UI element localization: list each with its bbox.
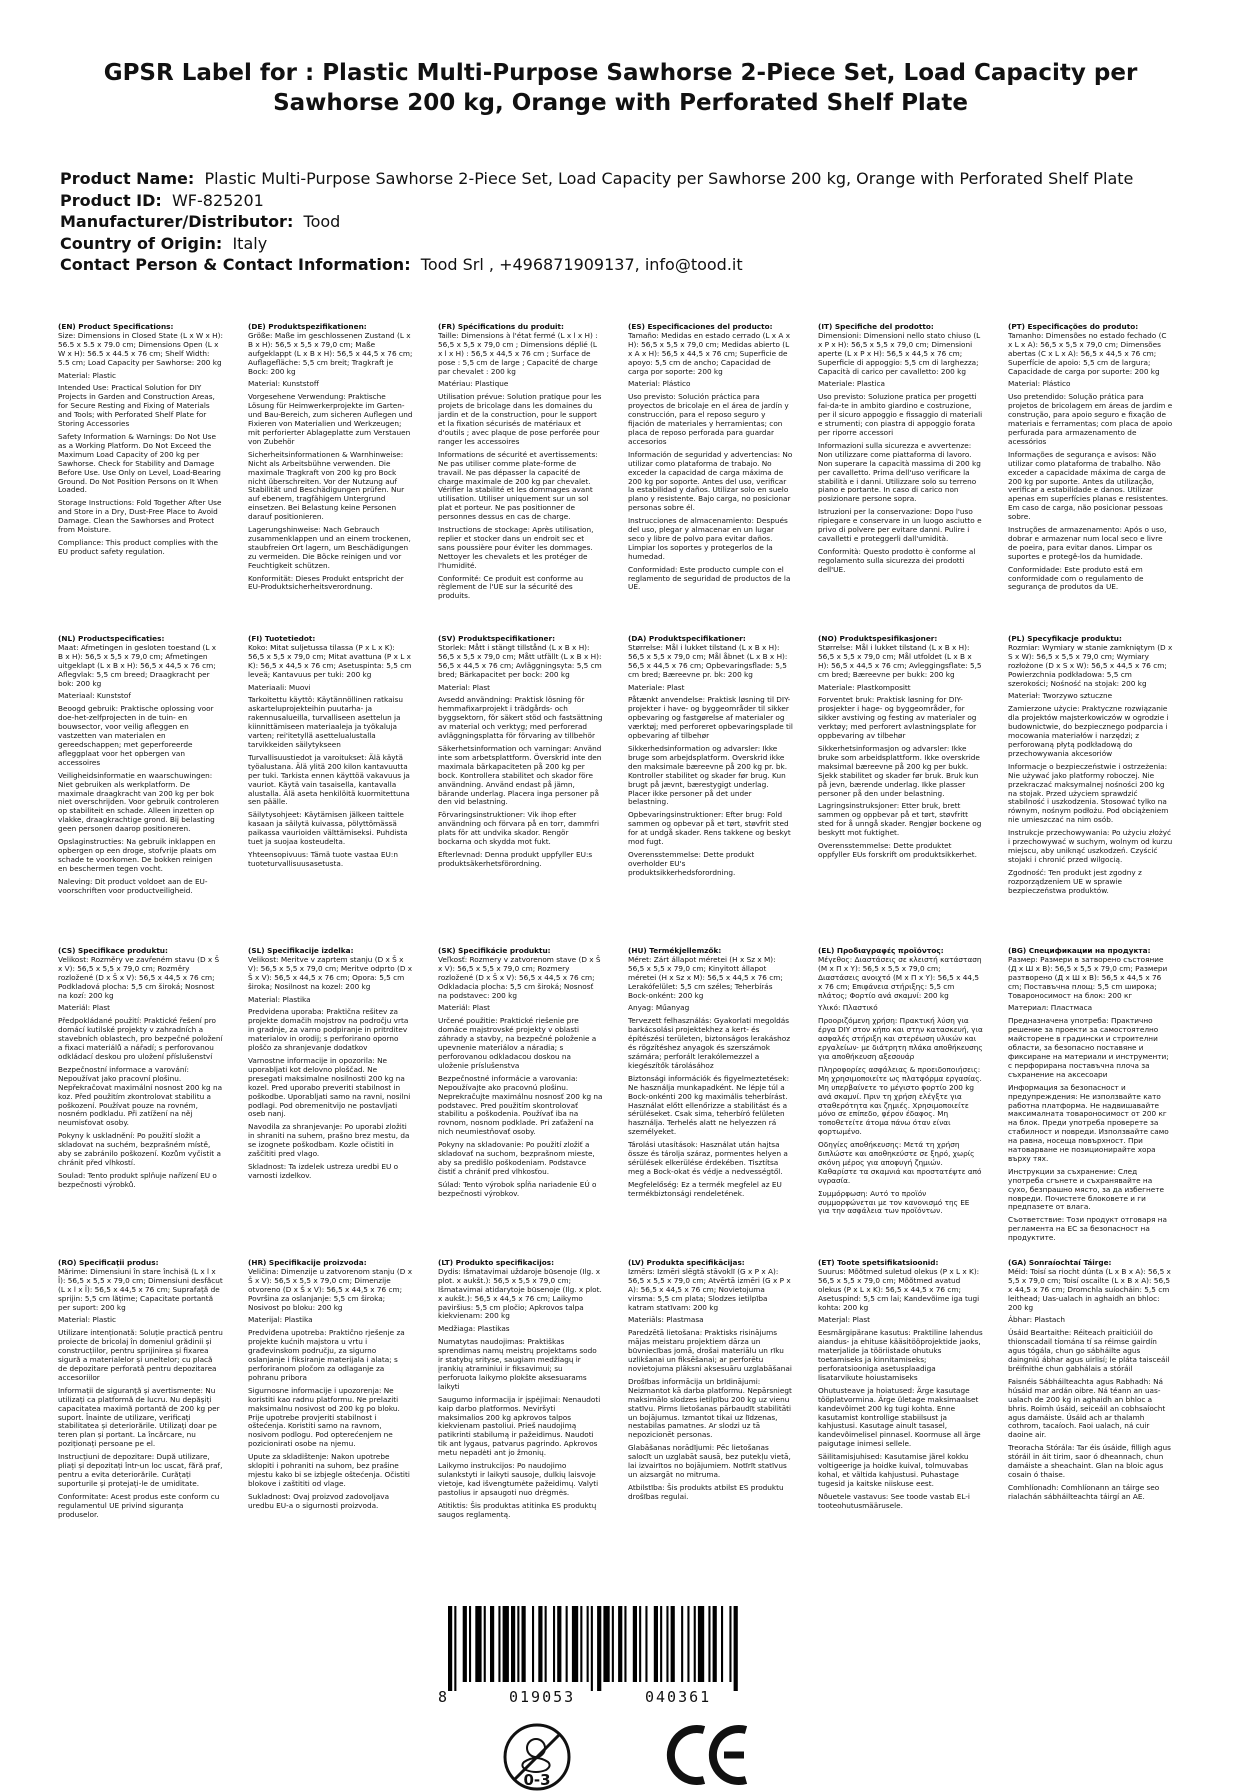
barcode-bar [624, 1606, 626, 1682]
language-paragraph: Saugumo informacija ir įspėjimai: Nenaudoti kaip darbo platformos. Neviršyti maksimalios 200 kg apkrovos talpos kiekvienam pastoliui. Prieš naudojimą patikrinti stabilumą ir pažeidimus. Naudoti tik ant lygaus, patvarus pagrindo. Apkrovos metu nepadėti ant jo žmonių. [438, 1394, 601, 1458]
language-paragraph: Material: Kunststoff [248, 379, 319, 389]
barcode-bar [597, 1606, 601, 1691]
barcode-bar [557, 1606, 561, 1682]
language-paragraph: Tamanho: Dimensões no estado fechado (C x L x A): 56,5 x 5,5 x 79,0 cm; Dimensões abertas (C x L x A): 56,5 x 44,5 x 76 cm; Superfície de apoio: 5,5 cm de largura; Capacidade de carga por suporte: 200 kg [1008, 330, 1167, 376]
barcode-bar [666, 1606, 668, 1682]
language-paragraph: Materiál: Plast [58, 1003, 110, 1013]
language-paragraph: Säilitamisjuhised: Kasutamise järel kokku voltigeerige ja hoidke kuival, tolmuvabas kohal, et vältida kahjustusi. Puhastage tugesid ja kaitske niiskuse eest. [818, 1452, 969, 1488]
language-block [438, 635, 603, 935]
language-paragraph: Conformitate: Acest produs este conform cu regulamentul UE privind siguranța produselor. [58, 1491, 220, 1519]
language-block [248, 947, 413, 1247]
language-paragraph: Atbilstība: Šis produkts atbilst ES produktu drošības regulai. [628, 1482, 784, 1501]
language-paragraph: Veľkosť: Rozmery v zatvorenom stave (D x Š x V): 56,5 x 5,5 x 79,0 cm; Rozmery rozložené (D x Š x V): 56,5 x 44,5 x 76 cm; Odkladacia plocha: 5,5 cm široká; Nosnosť na podstavec: 200 kg [438, 954, 601, 1000]
language-paragraph: Οδηγίες αποθήκευσης: Μετά τη χρήση διπλώστε και αποθηκεύστε σε ξηρό, χωρίς σκόνη μέρος για αποφυγή ζημιών. Καθαρίστε τα σκαμνιά και προστατέψτε από υγρασία. [818, 1140, 982, 1185]
language-paragraph: Instruções de armazenamento: Após o uso, dobrar e armazenar num local seco e livre de poeira, para evitar danos. Limpar os suportes e protegê-los da humidade. [1008, 525, 1167, 561]
language-paragraph: Sikkerhetsinformasjon og advarsler: Ikke bruke som arbeidsplattform. Ikke overskride maksimal bæreevne på 200 kg per bukk. Sjekk stabilitet og skader før bruk. Bruk kun på jevn, bærende underlag. Ikke plasser personer på den under belastning. [818, 743, 980, 798]
language-heading: (CS) Specifikace produktu: [58, 947, 168, 955]
language-paragraph: Bezpečnostní informace a varování: Nepoužívat jako pracovní plošinu. Nepřekračovat maximální nosnost 200 kg na koz. Před použitím zkontrolovat stabilitu a poškození. Používat pouze na rovném, nosném podkladu. Při zatížení na něj neumisťovat osoby. [58, 1064, 223, 1128]
language-paragraph: Istruzioni per la conservazione: Dopo l'uso ripiegare e conservare in un luogo asciutto e privo di polvere per evitare danni. Pulire i cavalletti e proteggerli dall'umidità. [818, 507, 982, 543]
barcode-bar [708, 1606, 710, 1682]
info-value: Italy [232, 233, 268, 253]
language-block [628, 635, 793, 935]
barcode-bar [517, 1606, 519, 1682]
manufacturer-row [60, 211, 1210, 233]
language-paragraph: Megfelelőség: Ez a termék megfelel az EU termékbiztonsági rendeletének. [628, 1179, 782, 1198]
language-paragraph: Informații de siguranță și avertismente: Nu utilizați ca platformă de lucru. Nu depășiți capacitatea maximă portantă de 200 kg per suport. Înainte de utilizare, verificați stabilitatea și deteriorările. Utilizați doar pe teren plan și portant. La încărcare, nu poziționați persoane pe el. [58, 1385, 220, 1449]
language-paragraph: Lagringsinstruksjoner: Etter bruk, brett sammen og oppbevar på et tørt, støvfritt sted for å unngå skader. Rengjør bockene og beskytt mot fuktighet. [818, 801, 982, 838]
language-paragraph: Atitiktis: Šis produktas atitinka ES produktų saugos reglamentą. [438, 1500, 597, 1519]
barcode-lead-digit: 8 [438, 1688, 448, 1706]
language-paragraph: Informations de sécurité et avertissements: Ne pas utiliser comme plate-forme de travail. Ne pas dépasser la capacité de charge maximale de 200 kg par chevalet. Vérifier la stabilité et les dommages avant utilisation. Utiliser uniquement sur un sol plat et porteur. Ne pas positionner de personnes dessus en cas de charge. [438, 449, 598, 522]
language-grid [58, 323, 1180, 1565]
language-paragraph: Lagerungshinweise: Nach Gebrauch zusammenklappen und an einem trockenen, staubfreien Ort lagern, um Beschädigungen zu vermeiden. Die Böcke reinigen und vor Feuchtigkeit schützen. [248, 525, 411, 570]
language-block [58, 947, 223, 1247]
language-paragraph: Sicherheitsinformationen & Warnhinweise: Nicht als Arbeitsbühne verwenden. Die maximale Tragkraft von 200 kg pro Bock nicht überschreiten. Vor der Nutzung auf Stabilität und Beschädigungen prüfen. Nur auf ebenem, tragfähigem Untergrund einsetzen. Bei Belastung keine Personen darauf positionieren. [248, 449, 405, 522]
barcode-bar [654, 1606, 658, 1682]
language-paragraph: Material: Plast [438, 682, 490, 692]
language-heading: (GA) Sonraíochtaí Táirge: [1008, 1259, 1112, 1267]
language-paragraph: Naleving: Dit product voldoet aan de EU-voorschriften voor productveiligheid. [58, 876, 208, 895]
language-paragraph: Съответствие: Този продукт отговаря на регламента на ЕС за безопасност на продуктите. [1008, 1215, 1168, 1243]
language-paragraph: Predviđena upotreba: Praktično rješenje za projekte kućnih majstora u vrtu i građevinskom području, za sigurno oslanjanje i fiksiranje materijala i alata; s perforiranom pločom za odlaganje za pohranu pribora [248, 1328, 405, 1382]
language-paragraph: Bezpečnostné informácie a varovania: Nepoužívajte ako pracovnú plošinu. Neprekračujte maximálnu nosnosť 200 kg na podstavec. Pred použitím skontrolovať stabilitu a poškodenia. Používať iba na rovnom, nosnom podklade. Pri zaťažení na nich neumiestňovať osoby. [438, 1073, 603, 1137]
language-paragraph: Intended Use: Practical Solution for DIY Projects in Garden and Construction Areas, for Secure Resting and Fixing of Materials and Tools; with Perforated Shelf Plate for Storing Accessories [58, 383, 215, 429]
product-id-row [60, 190, 1210, 212]
language-paragraph: Turvallisuustiedot ja varoitukset: Älä käytä työalustana. Älä ylitä 200 kilon kantavuutta per tuki. Tarkista ennen käyttöä vakavuus ja vauriot. Käytä vain tasaisella, kantavalla alustalla. Älä aseta henkilöitä kuormitettuna sen päälle. [248, 752, 410, 807]
language-paragraph: Compliance: This product complies with the EU product safety regulation. [58, 537, 219, 556]
language-paragraph: Ábhar: Plastach [1008, 1315, 1066, 1325]
barcode-bar [694, 1606, 696, 1682]
language-heading: (SK) Špecifikácie produktu: [438, 947, 551, 955]
barcode-bar [580, 1606, 582, 1682]
language-block [628, 1259, 793, 1559]
language-paragraph: Dimensioni: Dimensioni nello stato chiuso (L x P x H): 56,5 x 5,5 x 79,0 cm; Dimensioni aperte (L x P x H): 56,5 x 44,5 x 76 cm; Superficie di appoggio: 5,5 cm di larghezza; Capacità di carico per cavalletto: 200 kg [818, 330, 981, 376]
language-paragraph: Materiale: Plastica [818, 379, 885, 389]
language-paragraph: Opbevaringsinstruktioner: Efter brug: Fold sammen og opbevar på et tørt, støvfrit sted for at undgå skader. Rens takkene og beskyt mod fugt. [628, 810, 791, 847]
barcode-bar [503, 1606, 509, 1682]
language-paragraph: Sukladnost: Ovaj proizvod zadovoljava uredbu EU-a o sigurnosti proizvoda. [248, 1491, 390, 1510]
language-heading: (HU) Termékjellemzők: [628, 947, 722, 955]
language-paragraph: Instrucțiuni de depozitare: După utilizare, pliați și depozitați într-un loc uscat, fără praf, pentru a evita deteriorările. Curățați suporturile și protejați-le de umiditate. [58, 1452, 223, 1488]
language-paragraph: Μέγεθος: Διαστάσεις σε κλειστή κατάσταση (Μ x Π x Υ): 56,5 x 5,5 x 79,0 cm; Διαστάσεις ανοιχτό (Μ x Π x Υ): 56,5 x 44,5 x 76 cm; Επιφάνεια στήριξης: 5,5 cm πλάτος; Φορτίο ανά σκαμνί: 200 kg [818, 954, 982, 1000]
language-heading: (LV) Produkta specifikācijas: [628, 1259, 745, 1267]
language-paragraph: Zgodność: Ten produkt jest zgodny z rozporządzeniem UE w sprawie bezpieczeństwa produktów. [1008, 867, 1142, 895]
language-heading: (SL) Specifikacije izdelka: [248, 947, 354, 955]
language-paragraph: Taille: Dimensions à l'état fermé (L x l x H) : 56,5 x 5,5 x 79,0 cm ; Dimensions déplié (L x l x H) : 56,5 x 44,5 x 76 cm ; Surface de pose : 5,5 cm de large ; Capacité de charge par chevalet : 200 kg [438, 330, 598, 376]
language-block [58, 635, 223, 935]
barcode-bar [687, 1606, 689, 1682]
barcode-bar [454, 1606, 456, 1691]
language-heading: (NL) Productspecificaties: [58, 635, 165, 643]
language-paragraph: Vorgesehene Verwendung: Praktische Lösung für Heimwerkerprojekte im Garten- und Bau-Bereich, zum sicheren Auflegen und Fixieren von Materialien und Werkzeugen; mit perforierter Ablageplatte zum Verstauen von Zubehör [248, 392, 413, 446]
language-block [248, 1259, 413, 1559]
language-paragraph: Faisnéis Sábháilteachta agus Rabhadh: Ná húsáid mar ardán oibre. Ná téann an uas-ualach de 200 kg in aghaidh an bhloc a bhris. Roimh úsáid, seiceáil an cobhsaíocht agus damáiste. Úsáid ach ar thalamh cothrom, tacaíoch. Faoi ualach, ná cuir daoine air. [1008, 1376, 1166, 1440]
language-paragraph: Información de seguridad y advertencias: No utilizar como plataforma de trabajo. No exceder la capacidad de carga máxima de 200 kg por soporte. Antes del uso, verificar la estabilidad y daños. Utilizar solo en suelo plano y resistente. Bajo carga, no posicionar personas sobre él. [628, 449, 793, 513]
barcode-bar [633, 1606, 637, 1682]
language-paragraph: Drošības informācija un brīdinājumi: Neizmantot kā darba platformu. Nepārsniegt maksimālo slodzes ietilpību 200 kg uz vienu statīvu. Pirms lietošanas pārbaudīt stabilitāti un bojājumus. Izmantot tikai uz līdzenas, nestabilas pamatnes. Ar slodzi uz tā nepozicionēt personas. [628, 1376, 792, 1440]
language-paragraph: Materjal: Plast [818, 1315, 870, 1325]
barcode-bar [532, 1606, 534, 1682]
barcode-bar [698, 1606, 704, 1682]
language-paragraph: Tárolási utasítások: Használat után hajtsa össze és tárolja száraz, pormentes helyen a sérülések elkerülése érdekében. Tisztítsa meg a Bock-okat és védje a nedvességtől. [628, 1140, 788, 1176]
language-heading: (ES) Especificaciones del producto: [628, 323, 773, 331]
language-paragraph: Soulad: Tento produkt splňuje nařízení EU o bezpečnosti výrobků. [58, 1170, 217, 1189]
barcode-bar [639, 1606, 641, 1682]
barcode-bar [498, 1606, 500, 1682]
language-heading: (RO) Specificații produs: [58, 1259, 159, 1267]
language-paragraph: Dydis: Išmatavimai uždaroje būsenoje (Ilg. x plot. x aukšt.): 56,5 x 5,5 x 79,0 cm; Išmatavimai atidarytoje būsenoje (Ilg. x plot. x aukšt.): 56,5 x 44,5 x 76 cm; Laikymo paviršius: 5,5 cm pločio; Apkrovos talpa kiekvienam: 200 kg [438, 1266, 602, 1321]
product-name-row [60, 168, 1210, 190]
language-paragraph: Material: Plástico [1008, 379, 1071, 389]
language-paragraph: Overensstemmelse: Dette produkt overholder EU's produktsikkerhedsforordning. [628, 849, 755, 877]
language-paragraph: Påtænkt anvendelse: Praktisk løsning til DIY-projekter i have- og byggeområder til sikker opbevaring og fastgørelse af materialer og værktøj; med perforeret opbevaringsplade til opbevaring af tilbehør [628, 695, 793, 741]
language-heading: (BG) Спецификации на продукта: [1008, 947, 1151, 955]
ce-mark-icon [666, 1724, 752, 1786]
language-paragraph: Säkerhetsinformation och varningar: Använd inte som arbetsplattform. Överskrid inte den maximala bärkapaciteten på 200 kg per bock. Kontrollera stabilitet och skador före användning. Använd endast på jämn, bärande underlag. Placera inga personer på den vid belastning. [438, 743, 602, 807]
language-paragraph: Méid: Toisí sa riocht dúnta (L x B x A): 56,5 x 5,5 x 79,0 cm; Toisí oscailte (L x B x A): 56,5 x 44,5 x 76 cm; Dromchla suíocháin: 5,5 cm leithead; Uas-ualach in aghaidh an bhloc: 200 kg [1008, 1266, 1171, 1312]
language-paragraph: Størrelse: Mål i lukket tilstand (L x B x H): 56,5 x 5,5 x 79,0 cm; Mål åbnet (L x B x H): 56,5 x 44,5 x 76 cm; Opbevaringsflade: 5,5 cm bred; Bæreevne pr. bk: 200 kg [628, 642, 788, 679]
language-paragraph: Förvaringsinstruktioner: Vik ihop efter användning och förvara på en torr, dammfri plats för att undvika skador. Rengör bockarna och skydda mot fukt. [438, 810, 600, 847]
language-paragraph: Nõuetele vastavus: See toode vastab EL-i tooteohutusmäärusele. [818, 1491, 970, 1510]
language-paragraph: Υλικό: Πλαστικό [818, 1003, 878, 1013]
language-paragraph: Material: Plastic [58, 1315, 117, 1325]
language-paragraph: Veiligheidsinformatie en waarschuwingen: Niet gebruiken als werkplatform. De maximale draagkracht van 200 kg per bok niet overschrijden. Voor gebruik controleren op stabiliteit en schade. Alleen inzetten op vlakke, draagkrachtige grond. Bij belasting geen personen daarop positioneren. [58, 770, 219, 834]
language-paragraph: Sikkerhedsinformation og advarsler: Ikke bruge som arbejdsplatform. Overskrid ikke den maksimale bæreevne på 200 kg pr. bk. Kontroller stabilitet og skader før brug. Kun brugt på jævnt, bærestygigt underlag. Placer ikke personer på det under belastning. [628, 743, 788, 807]
age-text: 0-3 [523, 1771, 551, 1789]
language-heading: (DE) Produktspezifikationen: [248, 323, 367, 331]
language-paragraph: Izmērs: Izmēri slēgtā stāvoklī (G x P x A): 56,5 x 5,5 x 79,0 cm; Atvērtā izmēri (G x P x A): 56,5 x 44,5 x 76 cm; Novietojuma virsma: 5,5 cm plata; Slodzes ietilpība katram statīvam: 200 kg [628, 1266, 791, 1312]
language-paragraph: Upute za skladištenje: Nakon upotrebe sklopiti i pohraniti na suhom, bez prašine mjestu kako bi se izbjegle oštećenja. Očistiti blokove i zaštititi od vlage. [248, 1452, 410, 1488]
language-paragraph: Instrukcje przechowywania: Po użyciu złożyć i przechowywać w suchym, wolnym od kurzu miejscu, aby uniknąć uszkodzeń. Czyścić stojaki i chronić przed wilgocią. [1008, 828, 1173, 864]
language-paragraph: Uso previsto: Solución práctica para proyectos de bricolaje en el área de jardín y construcción, para el reposo seguro y fijación de materiales y herramientas; con placa de reposo perforada para guardar accesorios [628, 392, 789, 446]
info-label: Manufacturer/Distributor: [60, 212, 294, 231]
language-block [628, 323, 793, 623]
language-paragraph: Material: Plástico [628, 379, 691, 389]
language-paragraph: Materiał: Tworzywo sztuczne [1008, 691, 1113, 701]
language-paragraph: Προοριζόμενη χρήση: Πρακτική λύση για έργα DIY στον κήπο και στην κατασκευή, για ασφαλές στήριξη και στερέωση υλικών και εργαλείων· με διάτρητη πλάκα αποθήκευσης για αποθήκευση αξεσουάρ [818, 1016, 983, 1061]
barcode-bar [490, 1606, 494, 1682]
language-paragraph: Materiaal: Kunststof [58, 691, 131, 701]
language-block [438, 1259, 603, 1559]
language-block [1008, 1259, 1173, 1559]
language-paragraph: Material: Plastic [58, 370, 117, 380]
language-block [58, 1259, 223, 1559]
language-block [438, 323, 603, 623]
language-paragraph: Sigurnosne informacije i upozorenja: Ne koristiti kao radnu platformu. Ne prelaziti maksimalnu nosivost od 200 kg po bloku. Prije upotrebe provjeriti stabilnost i oštećenja. Koristiti samo na ravnom, nosivom podlogu. Pod opterećenjem ne pozicionirati osobe na njemu. [248, 1385, 400, 1449]
language-paragraph: Conformità: Questo prodotto è conforme al regolamento sulla sicurezza dei prodotti dell'UE. [818, 546, 976, 574]
barcode-bar [603, 1606, 609, 1682]
page-title: GPSR Label for : Plastic Multi-Purpose Sawhorse 2-Piece Set, Load Capacity per Sawhorse 200 kg, Orange with Perforated Shelf Plate [103, 60, 1138, 116]
language-paragraph: Glabāšanas norādījumi: Pēc lietošanas salocīt un uzglabāt sausā, bez putekļu vietā, lai izvairītos no bojājumiem. Notīrīt statīvus un aizsargāt no mitruma. [628, 1443, 791, 1479]
language-block [818, 1259, 983, 1559]
language-paragraph: Utilisation prévue: Solution pratique pour les projets de bricolage dans les domaines du jardin et de la construction, pour le support et la fixation sécurisés de matériaux et d'outils ; avec plaque de pose perforée pour ranger les accessoires [438, 392, 602, 446]
barcode-bar [572, 1606, 578, 1682]
language-heading: (PL) Specyfikacje produktu: [1008, 635, 1122, 643]
language-paragraph: Conformidad: Este producto cumple con el reglamento de seguridad de productos de la UE. [628, 564, 791, 592]
language-block [58, 323, 223, 623]
barcode [440, 1606, 840, 1691]
language-paragraph: Anyag: Műanyag [628, 1003, 690, 1013]
language-block [438, 947, 603, 1247]
age-0-3-icon [502, 1722, 572, 1792]
language-paragraph: Zamierzone użycie: Praktyczne rozwiązanie dla projektów majsterkowiczów w ogrodzie i budownictwie, do bezpiecznego podparcia i mocowania materiałów i narzędzi; z perforowaną płytą podkładową do przechowywania akcesoriów [1008, 704, 1169, 758]
language-paragraph: Instructions de stockage: Après utilisation, replier et stocker dans un endroit sec et sans poussière pour éviter les dommages. Nettoyer les chevalets et les protéger de l'humidité. [438, 525, 594, 570]
language-paragraph: Comhlíonadh: Comhlíonann an táirge seo rialachán sábháilteachta táirgí an AE. [1008, 1482, 1160, 1501]
barcode-bar [645, 1606, 647, 1682]
language-paragraph: Beoogd gebruik: Praktische oplossing voor doe-het-zelfprojecten in de tuin- en bouwsector, voor veilig afleggen en vastzetten van materialen en gereedschappen; met geperforeerde afleggplaat voor het opbergen van accessoires [58, 704, 214, 767]
info-label: Country of Origin: [60, 233, 223, 253]
language-paragraph: Материал: Пластмаса [1008, 1003, 1093, 1013]
language-heading: (SV) Produktspecifikationer: [438, 635, 556, 643]
language-paragraph: Material: Plastika [248, 994, 311, 1004]
info-label: Product ID: [60, 190, 162, 210]
language-paragraph: Säilytysohjeet: Käytämisen jälkeen taittele kasaan ja säilytä kuivassa, pölyttömässä paikassa vaurioiden välttämiseksi. Puhdista tuet ja suojaa kosteudelta. [248, 810, 408, 847]
barcode-bar [463, 1606, 467, 1682]
language-paragraph: Pokyny k uskladnění: Po použití složit a skladovat na suchém, bezprašném místě, aby se zabránilo poškození. Kozům vyčistit a chránit před vlhkostí. [58, 1131, 221, 1167]
language-heading: (EL) Προδιαγραφές προϊόντος: [818, 947, 944, 955]
language-paragraph: Safety Information & Warnings: Do Not Use as a Working Platform. Do Not Exceed the Maximum Load Capacity of 200 kg per Sawhorse. Check for Stability and Damage Before Use. Use Only on Level, Load-Bearing Ground. Do Not Position Persons on It When Loaded. [58, 431, 221, 495]
language-block [1008, 947, 1173, 1247]
language-heading: (HR) Specifikacije proizvoda: [248, 1259, 367, 1267]
barcode-bar [660, 1606, 662, 1682]
language-paragraph: Navodila za shranjevanje: Po uporabi zložiti in shraniti na suhem, prašno brez mestu, da se izognete poškodbam. Kozle očistiti in zaščititi pred vlago. [248, 1122, 410, 1159]
language-heading: (LT) Produkto specifikacijos: [438, 1259, 555, 1267]
language-paragraph: Maat: Afmetingen in gesloten toestand (L x B x H): 56,5 x 5,5 x 79,0 cm; Afmetingen uitgeklapt (L x B x H): 56,5 x 44,5 x 76 cm; Aflegvlak: 5,5 cm breed; Draagkracht per bok: 200 kg [58, 642, 217, 688]
info-value: WF-825201 [171, 190, 264, 210]
language-paragraph: Materiale: Plastkompositt [818, 682, 911, 692]
info-label: Product Name: [60, 169, 195, 188]
barcode-bar [448, 1606, 452, 1691]
language-paragraph: Storage Instructions: Fold Together After Use and Store in a Dry, Dust-Free Place to Avoid Damage. Clean the Sawhorses and Protect from Moisture. [58, 498, 222, 535]
language-block [1008, 635, 1173, 935]
language-paragraph: Overensstemmelse: Dette produktet oppfyller EUs forskrift om produktsikkerhet. [818, 841, 977, 859]
language-paragraph: Biztonsági információk és figyelmeztetések: Ne használja munkapadként. Ne lépje túl a Bock-onkénti 200 kg maximális teherbírást. Használat előtt ellenőrizze a stabilitást és a sérüléseket. Csak sima, teherbíró felületen használja. Terhelés alatt ne helyezzen rá személyeket. [628, 1073, 790, 1137]
language-heading: (FR) Spécifications du produit: [438, 323, 564, 331]
barcode-bar [587, 1606, 589, 1682]
language-block [1008, 323, 1173, 623]
language-paragraph: Informações de segurança e avisos: Não utilizar como plataforma de trabalho. Não exceder a capacidade máxima de carga de 200 kg por suporte. Antes da utilização, verificar a estabilidade e danos. Utilizar apenas em superfícies planas e resistentes. Em caso de carga, não posicionar pessoas sobre. [1008, 449, 1169, 522]
language-paragraph: Conformidade: Este produto está em conformidade com o regulamento de segurança de produtos da UE. [1008, 564, 1144, 592]
language-paragraph: Uso previsto: Soluzione pratica per progetti fai-da-te in ambito giardino e costruzione, per il sicuro appoggio e fissaggio di materiali e strumenti; con piastra di appoggio forata per riporre accessori [818, 392, 983, 437]
language-paragraph: Информация за безопасност и предупреждения: Не използвайте като работна платформа. Не надвишавайте максималната товароносимост от 200 кг на блок. Преди употреба проверете за стабилност и повреди. Използвайте само на равна, носеща повърхност. При натоварване не позиционирайте хора върху тях. [1008, 1082, 1169, 1163]
language-paragraph: Συμμόρφωση: Αυτό το προϊόν συμμορφώνεται με τον κανονισμό της ΕΕ για την ασφάλεια των προϊόντων. [818, 1188, 970, 1216]
language-paragraph: Größe: Maße im geschlossenen Zustand (L x B x H): 56,5 x 5,5 x 79,0 cm; Maße aufgeklappt (L x B x H): 56,5 x 44,5 x 76 cm; Auflagefläche: 5,5 cm breit; Tragkraft je Bock: 200 kg [248, 330, 413, 376]
barcode-bar [484, 1606, 486, 1682]
language-paragraph: Veličina: Dimenzije u zatvorenom stanju (D x Š x V): 56,5 x 5,5 x 79,0 cm; Dimenzije otvoreno (D x Š x V): 56,5 x 44,5 x 76 cm; Površina za oslanjanje: 5,5 cm široka; Nosivost po bloku: 200 kg [248, 1266, 413, 1312]
language-heading: (IT) Specifiche del prodotto: [818, 323, 934, 331]
language-paragraph: Rozmiar: Wymiary w stanie zamkniętym (D x S x W): 56,5 x 5,5 x 79,0 cm; Wymiary rozłożone (D x S x W): 56,5 x 44,5 x 76 cm; Powierzchnia podkładowa: 5,5 cm szerokości; Nośność na stojak: 200 kg [1008, 642, 1173, 688]
language-paragraph: Treoracha Stórála: Tar éis úsáide, filligh agus stóráil in áit tirim, saor ó dheannach, chun damáiste a sheachaint. Glan na bloic agus cosain ó thaise. [1008, 1443, 1171, 1479]
barcode-bar [469, 1606, 471, 1682]
language-paragraph: Laikymo instrukcijos: Po naudojimo sulankstyti ir laikyti sausoje, dulkių laisvoje vietoje, kad išvengtumėte pažeidimų. Valyti pastolius ir apsaugoti nuo drėgmės. [438, 1461, 599, 1497]
barcode-bar [612, 1606, 614, 1682]
barcode-left-digits: 019053 [509, 1688, 576, 1706]
info-value: Tood [303, 212, 341, 231]
language-paragraph: Utilizare intenționată: Soluție practică pentru proiecte de bricolaj în domeniul grădinii și construcțiilor, pentru sprijinirea și fixarea sigură a materialelor și uneltelor; cu placă de depozitare perforată pentru depozitarea accesoriilor [58, 1328, 223, 1382]
language-heading: (PT) Especificações do produto: [1008, 323, 1139, 331]
language-paragraph: Инструкции за съхранение: След употреба сгънете и съхранявайте на сухо, безпрашно място, за да избегнете повреди. Почистете блоковете и ги предпазете от влага. [1008, 1166, 1164, 1212]
language-paragraph: Materiál: Plast [438, 1003, 490, 1013]
language-paragraph: Avsedd användning: Praktisk lösning för hemmafixarprojekt i trädgårds- och byggsektorn, för säkert stöd och fastsättning av material och verktyg; med perforerad avläggningsplatta för förvaring av tillbehör [438, 695, 603, 741]
language-paragraph: Forventet bruk: Praktisk løsning for DIY-prosjekter i hage- og byggeområder, for sikker avstiving og festing av materialer og verktøy; med perforert avlastningsplate for oppbevaring av tilbehør [818, 695, 977, 741]
info-value: Plastic Multi-Purpose Sawhorse 2-Piece Set, Load Capacity per Sawhorse 200 kg, Orange with Perforated Shelf Plate [204, 169, 1134, 188]
barcode-bar [553, 1606, 555, 1682]
language-heading: (DA) Produktspecifikationer: [628, 635, 746, 643]
language-paragraph: Úsáid Beartaithe: Réiteach praiticiúil do thionscadail tíomána tí sa réimse gairdín agus tógála, chun go sábháilte agus daingniú ábhar agus uirlisí; le pláta taisceáil bréifnithe chun gabhálais a stóráil [1008, 1328, 1170, 1373]
contact-row [60, 254, 1210, 276]
barcode-bar [713, 1606, 717, 1682]
language-paragraph: Størrelse: Mål i lukket tilstand (L x B x H): 56,5 x 5,5 x 79,0 cm; Mål utfoldet (L x B x H): 56,5 x 44,5 x 76 cm; Avleggingsflate: 5,5 cm bred; Bæreevne per bukk: 200 kg [818, 642, 982, 679]
language-paragraph: Informacje o bezpieczeństwie i ostrzeżenia: Nie używać jako platformy roboczej. Nie przekraczać maksymalnej nośności 200 kg na stojak. Przed użyciem sprawdzić stabilność i uszkodzenia. Stosować tylko na równym, nośnym podłożu. Pod obciążeniem nie umieszczać na nim osób. [1008, 761, 1169, 825]
language-paragraph: Velikost: Rozměry ve zavřeném stavu (D x Š x V): 56,5 x 5,5 x 79,0 cm; Rozměry rozložené (D x Š x V): 56,5 x 44,5 x 76 cm; Podkladová plocha: 5,5 cm široká; Nosnost na kozí: 200 kg [58, 954, 220, 1000]
language-block [818, 323, 983, 623]
origin-row [60, 233, 1210, 255]
language-paragraph: Materiaali: Muovi [248, 682, 311, 692]
barcode-bar [671, 1606, 675, 1682]
language-heading: (ET) Toote spetsifikatsioonid: [818, 1259, 939, 1267]
language-block [248, 635, 413, 935]
language-paragraph: Suurus: Mõõtmed suletud olekus (P x L x K): 56,5 x 5,5 x 79,0 cm; Mõõtmed avatud olekus (P x L x K): 56,5 x 44,5 x 76 cm; Asetuspind: 5,5 cm lai; Kandevõime iga tugi kohta: 200 kg [818, 1266, 980, 1312]
barcode-bar [475, 1606, 481, 1682]
barcode-bar [618, 1606, 622, 1682]
barcode-bar [566, 1606, 568, 1682]
language-paragraph: Yhteensopivuus: Tämä tuote vastaa EU:n tuoteturvallisuusasetusta. [248, 849, 398, 868]
language-paragraph: Koko: Mitat suljetussa tilassa (P x L x K): 56,5 x 5,5 x 79,0 cm; Mitat avattuna (P x L x K): 56,5 x 44,5 x 76 cm; Asetuspinta: 5,5 cm leveä; Kantavuus per tuki: 200 kg [248, 642, 412, 679]
language-paragraph: Súlad: Tento výrobok spĺňa nariadenie EÚ o bezpečnosti výrobkov. [438, 1179, 597, 1198]
language-paragraph: Predvidena uporaba: Praktična rešitev za projekte domačih mojstrov na področju vrta in gradnje, za varno podpiranje in pritrditev materialov in orodij; s perforirano oporno ploščo za shranjevanje dodatkov [248, 1007, 409, 1053]
language-paragraph: Размер: Размери в затворено състояние (Д x Ш x В): 56,5 x 5,5 x 79,0 cm; Размери разтворено (Д x Ш x В): 56,5 x 44,5 x 76 cm; Поставъчна площ: 5,5 cm широка; Товароносимост на блок: 200 кг [1008, 954, 1168, 1000]
language-paragraph: Pokyny na skladovanie: Po použití zložiť a skladovať na suchom, bezprašnom mieste, aby sa predišlo poškodeniam. Podstavce čistiť a chrániť pred vlhkosťou. [438, 1140, 595, 1176]
language-paragraph: Tamaño: Medidas en estado cerrado (L x A x H): 56,5 x 5,5 x 79,0 cm; Medidas abierto (L x A x H): 56,5 x 44,5 x 76 cm; Superficie de apoyo: 5,5 cm de ancho; Capacidad de carga por soporte: 200 kg [628, 330, 791, 376]
barcode-bar [538, 1606, 542, 1682]
language-paragraph: Určené použitie: Praktické riešenie pre domáce majstrovské projekty v oblasti záhrady a stavby, na bezpečné položenie a upevnenie materiálov a náradia; s perforovanou odkladacou doskou na uloženie príslušenstva [438, 1016, 597, 1070]
language-paragraph: Materijal: Plastika [248, 1315, 313, 1325]
language-paragraph: Materiāls: Plastmasa [628, 1315, 704, 1325]
barcode-bar [511, 1606, 515, 1682]
language-block [248, 323, 413, 623]
language-paragraph: Conformité: Ce produit est conforme au règlement de l'UE sur la sécurité des produits. [438, 573, 584, 601]
language-paragraph: Mărime: Dimensiuni în stare închisă (L x l x Î): 56,5 x 5,5 x 79,0 cm; Dimensiuni desfăcut (L x l x Î): 56,5 x 44,5 x 76 cm; Suprafață de sprijin: 5,5 cm lățime; Capacitate portantă per suport: 200 kg [58, 1266, 223, 1312]
barcode-bar [545, 1606, 547, 1682]
barcode-bar [591, 1606, 593, 1691]
language-paragraph: Numatytas naudojimas: Praktiškas sprendimas namų meistrų projektams sodo ir statybų srityse, saugiam medžiagų ir įrankių atraminiui ir fiksavimui; su perforuota laikymo plokšte aksesuarams laikyti [438, 1337, 597, 1391]
language-block [628, 947, 793, 1247]
language-paragraph: Opslaginstructies: Na gebruik inklappen en opbergen op een droge, stofvrije plaats om schade te voorkomen. De bokken reinigen en beschermen tegen vocht. [58, 837, 217, 873]
language-paragraph: Uso pretendido: Solução prática para projetos de bricolagem em áreas de jardim e construção, para apoio seguro e fixação de materiais e ferramentas; com placa de apoio perfurada para armazenamento de acessórios [1008, 392, 1173, 446]
language-block [818, 635, 983, 935]
barcode-right-digits: 040361 [645, 1688, 712, 1706]
language-paragraph: Πληροφορίες ασφάλειας & προειδοποιήσεις: Μη χρησιμοποιείτε ως πλατφόρμα εργασίας. Μη υπερβαίνετε το μέγιστο φορτίο 200 kg ανά σκαμνί. Πριν τη χρήση ελέγξτε για σταθερότητα και ζημιές. Χρησιμοποιείτε μόνο σε επίπεδο, φέρον έδαφος. Μη τοποθετείτε άτομα πάνω όταν είναι φορτωμένο. [818, 1064, 982, 1137]
language-paragraph: Paredzētā lietošana: Praktisks risinājums mājas meistaru projektiem dārza un būvniecības jomā, drošai materiālu un rīku uzlikšanai un fiksēšanai; ar perforētu novietojuma plāksni aksesuāru uzglabāšanai [628, 1328, 792, 1373]
language-paragraph: Medžiaga: Plastikas [438, 1324, 510, 1334]
language-paragraph: Size: Dimensions in Closed State (L x W x H): 56.5 x 5.5 x 79.0 cm; Dimensions Open (L x W x H): 56.5 x 44.5 x 76 cm; Shelf Width: 5.5 cm; Load Capacity per Sawhorse: 200 kg [58, 330, 223, 367]
info-value: Tood Srl , +496871909137, info@tood.it [420, 255, 743, 274]
language-paragraph: Konformität: Dieses Produkt entspricht der EU-Produktsicherheitsverordnung. [248, 573, 404, 592]
barcode-bar [681, 1606, 683, 1682]
language-paragraph: Materiale: Plast [628, 682, 685, 692]
language-paragraph: Varnostne informacije in opozorila: Ne uporabljati kot delovno ploščad. Ne presegati maksimalne nosilnosti 200 kg na kozel. Pred uporabo preveriti stabilnost in poškodbe. Uporabljati samo na ravni, nosilni podlagi. Pod obremenitvijo ne postavljati oseb nanj. [248, 1055, 411, 1119]
language-paragraph: Informazioni sulla sicurezza e avvertenze: Non utilizzare come piattaforma di lavoro. Non superare la capacità massima di 200 kg per cavalletto. Prima dell'uso verificare la stabilità e i danni. Utilizzare solo su terreno piano e portante. In caso di carico non posizionare persone sopra. [818, 440, 981, 504]
language-paragraph: Skladnost: Ta izdelek ustreza uredbi EU o varnosti izdelkov. [248, 1161, 399, 1180]
language-heading: (FI) Tuotetiedot: [248, 635, 316, 643]
language-paragraph: Instrucciones de almacenamiento: Después del uso, plegar y almacenar en un lugar seco y libre de polvo para evitar daños. Limpiar los soportes y protegerlos de la humedad. [628, 516, 788, 561]
language-paragraph: Matériau: Plastique [438, 379, 509, 389]
language-paragraph: Предназначена употреба: Практично решение за проекти за самостоятелно майсторене в градински и строителни области, за безопасно поставяне и фиксиране на материали и инструменти; с перфорирана поставъчна плоча за съхранение на аксесоари [1008, 1016, 1169, 1079]
language-paragraph: Méret: Zárt állapot méretei (H x Sz x M): 56,5 x 5,5 x 79,0 cm; Kinyitott állapot méretei (H x Sz x M): 56,5 x 44,5 x 76 cm; Lerakófelület: 5,5 cm széles; Teherbírás Bock-onként: 200 kg [628, 954, 783, 1000]
language-paragraph: Tervezett felhasználás: Gyakorlati megoldás barkácsolási projektekhez a kert- és építészési területen, biztonságos lerakáshoz és rögzítéshez anyagok és szerszámok számára; perforált lerakólemezzel a kiegészítők tárolásához [628, 1016, 791, 1070]
language-paragraph: Eesmärgipärane kasutus: Praktiline lahendus aiandus- ja ehituse kääsitööprojektide jaoks, materjalide ja tööriistade ohutuks toetamiseks ja kinnitamiseks; perforatsiooniga asetusplaadiga lisatarvikute hoiustamiseks [818, 1328, 983, 1382]
language-paragraph: Velikost: Meritve v zaprtem stanju (D x Š x V): 56,5 x 5,5 x 79,0 cm; Meritve odprto (D x Š x V): 56,5 x 44,5 x 76 cm; Opora: 5,5 cm široka; Nosilnost na kozel: 200 kg [248, 954, 413, 991]
barcode-bar [734, 1606, 738, 1691]
language-paragraph: Storlek: Mått i stängt tillstånd (L x B x H): 56,5 x 5,5 x 79,0 cm; Mått utfällt (L x B x H): 56,5 x 44,5 x 76 cm; Avläggningsyta: 5,5 cm bred; Bärkapacitet per bock: 200 kg [438, 642, 602, 679]
language-paragraph: Předpokládané použití: Praktické řešení pro domácí kutilské projekty v zahradních a stavebních oblastech, pro bezpečné položení a fixaci materiálů a nářadí; s perforovanou odkládací deskou pro uložení příslušenství [58, 1016, 223, 1061]
language-heading: (NO) Produktspesifikasjoner: [818, 635, 938, 643]
product-info [60, 168, 1210, 276]
barcode-bar [522, 1606, 526, 1682]
barcode-bar [721, 1606, 723, 1682]
barcode-bar [729, 1606, 731, 1682]
language-paragraph: Ohutusteave ja hoiatused: Ärge kasutage tööplatvormina. Ärge ületage maksimaalset kandevõimet 200 kg tugi kohta. Enne kasutamist kontrollige stabiilsust ja kahjustusi. Kasutage ainult tasasel, kandevõimelisel pinnasel. Koormuse all ärge paigutage inimesi sellele. [818, 1385, 981, 1449]
info-label: Contact Person & Contact Information: [60, 255, 411, 274]
language-paragraph: Efterlevnad: Denna produkt uppfyller EU:s produktsäkerhetsförordning. [438, 849, 593, 868]
language-paragraph: Tarkoitettu käyttö: Käytännöllinen ratkaisu askarteluprojekteihin puutarha- ja rakennusalueilla, turvalliseen asettelun ja kiinnittämiseen materiaaleja ja työkaluja varten; rei'itetyllä asettelualustalla tarvikkeiden säilytykseen [248, 695, 404, 749]
language-block [818, 947, 983, 1247]
language-heading: (EN) Product Specifications: [58, 323, 174, 331]
